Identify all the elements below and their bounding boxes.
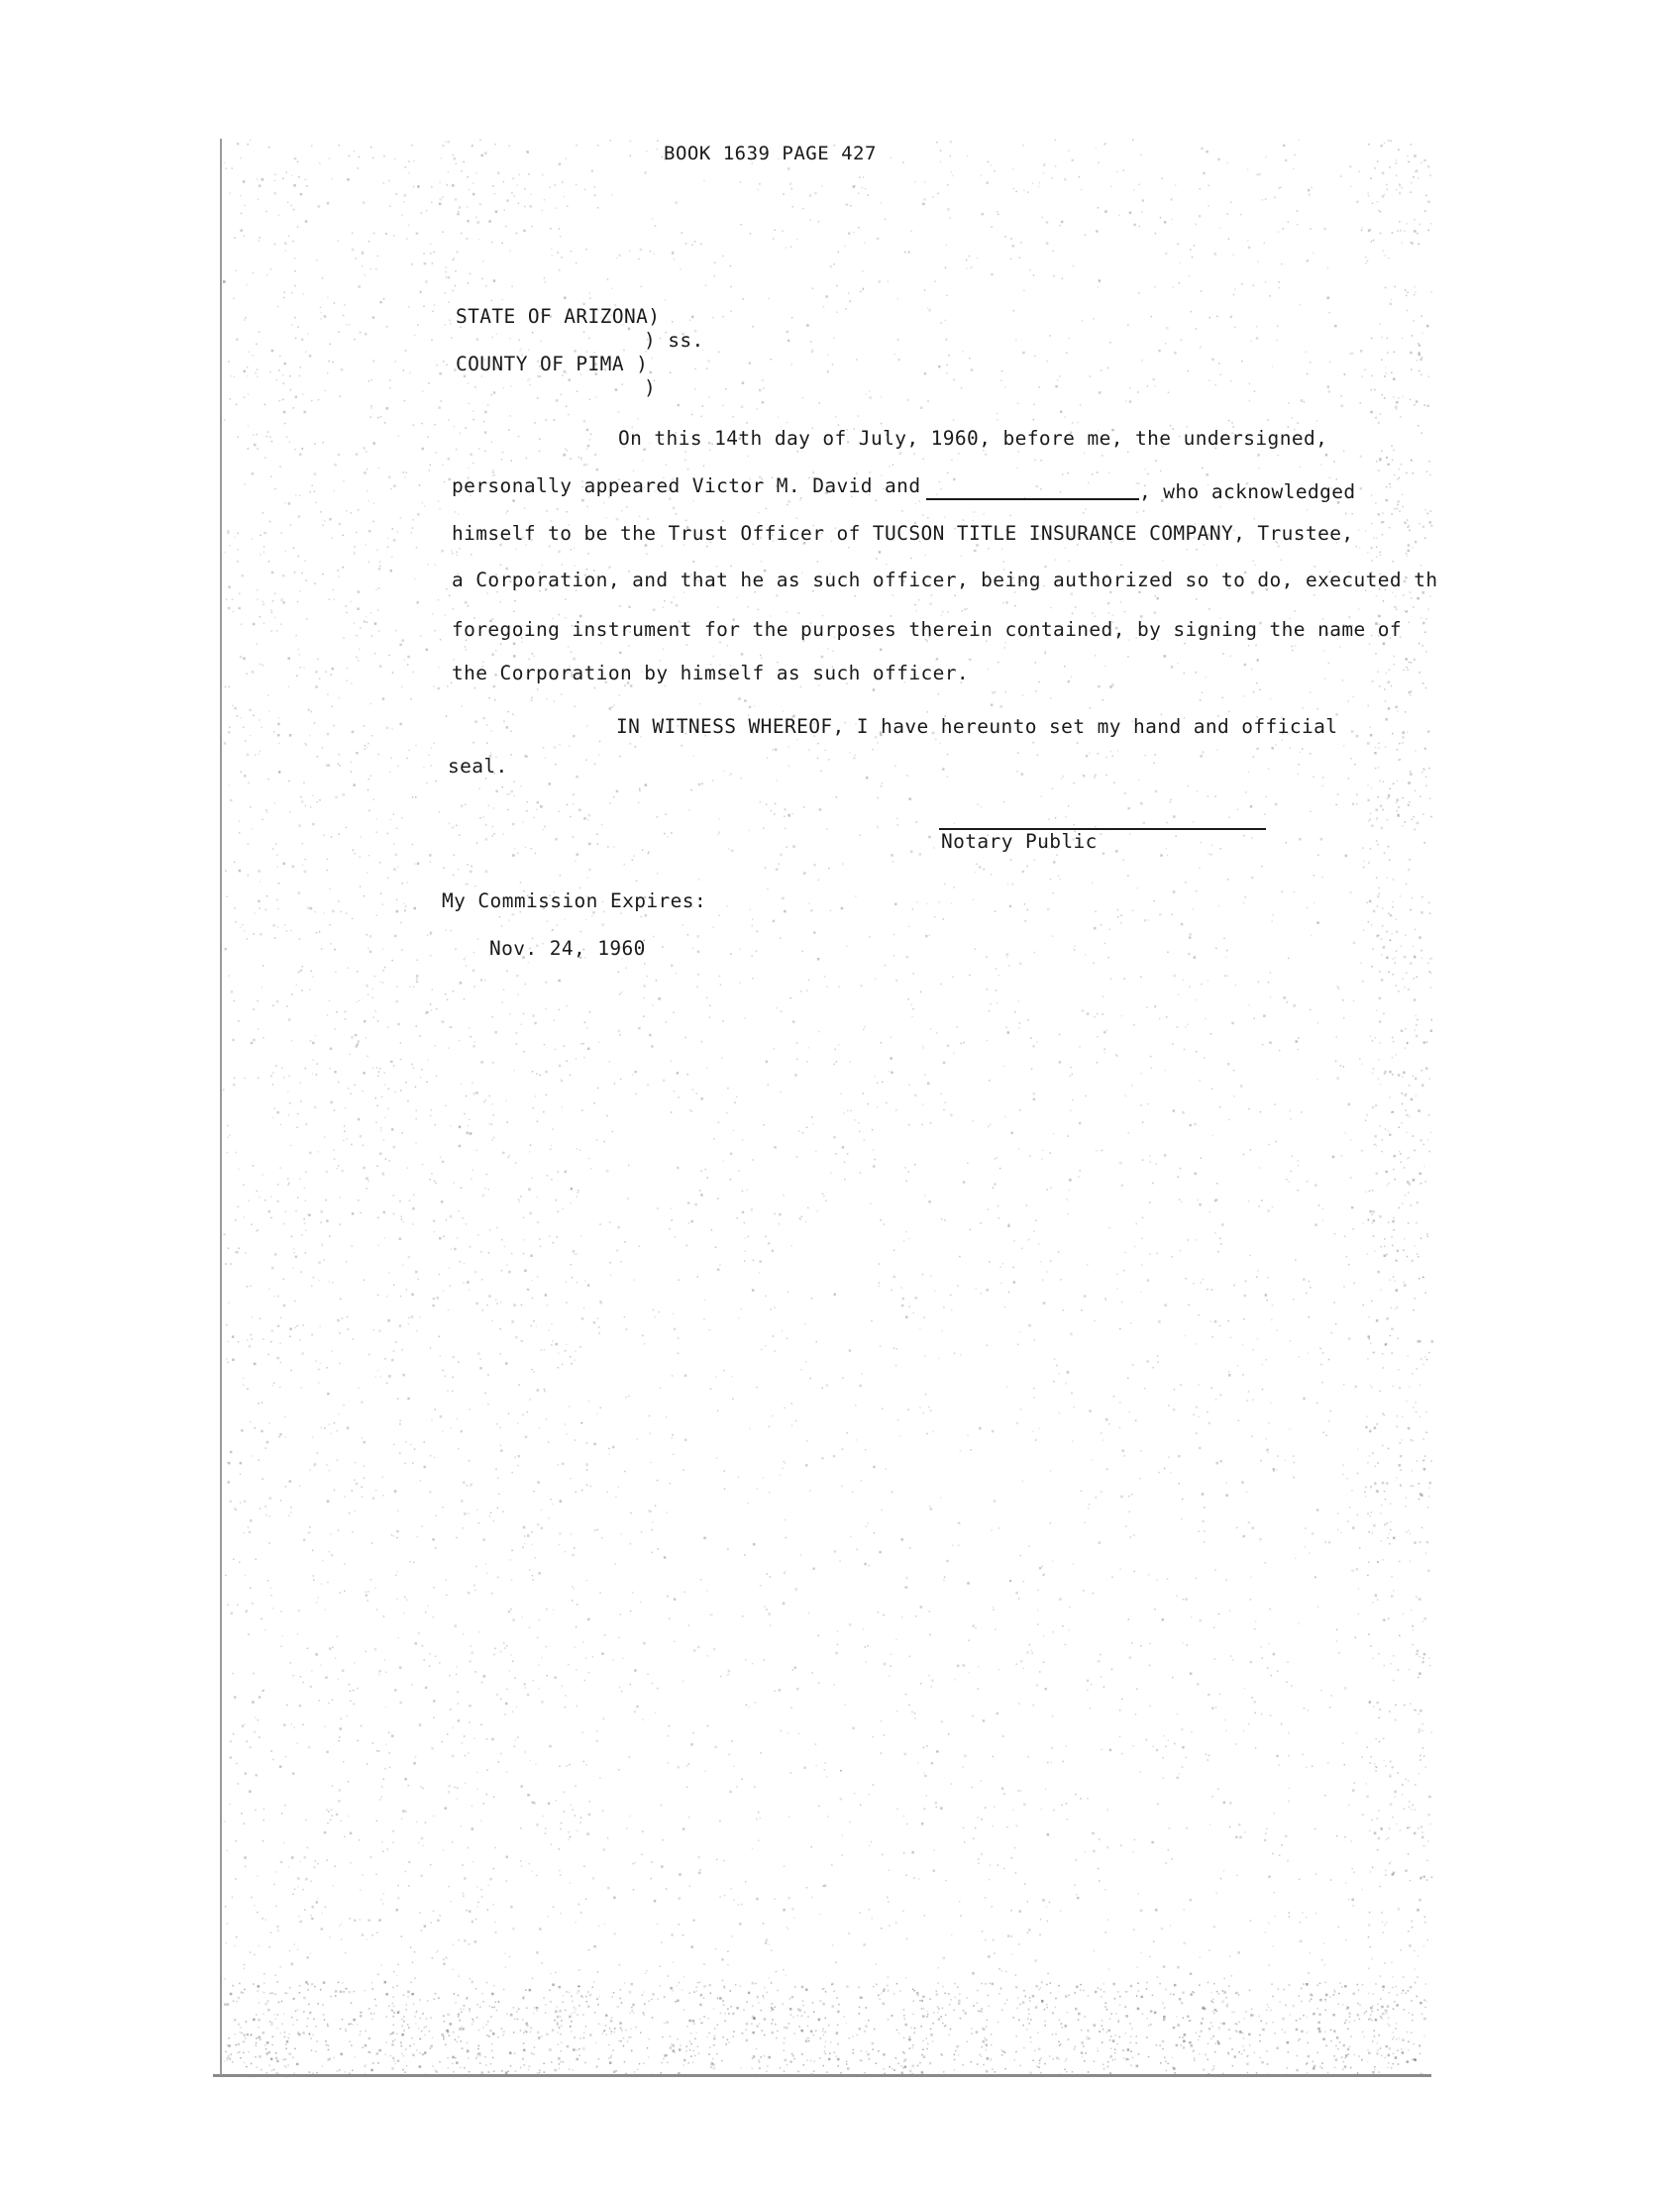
- acknowledgment-line-2-start: personally appeared Victor M. David and: [452, 474, 921, 497]
- venue-county: COUNTY OF PIMA ): [456, 353, 649, 375]
- page-left-edge: [220, 139, 222, 2075]
- blank-name-line: [926, 498, 1139, 500]
- witness-line-1: IN WITNESS WHEREOF, I have hereunto set my hand and official: [616, 715, 1338, 738]
- venue-close-paren: ): [644, 376, 657, 399]
- commission-label: My Commission Expires:: [442, 889, 707, 912]
- acknowledgment-line-2-end: , who acknowledged: [1139, 480, 1356, 503]
- witness-line-2: seal.: [448, 755, 508, 778]
- acknowledgment-line-5: foregoing instrument for the purposes therein contained, by signing the name of: [452, 618, 1403, 641]
- venue-ss: ) ss.: [644, 329, 704, 352]
- acknowledgment-line-4: a Corporation, and that he as such officer, being authorized so to do, executed th: [452, 569, 1438, 591]
- venue-state: STATE OF ARIZONA): [456, 305, 661, 328]
- commission-date: Nov. 24, 1960: [489, 937, 646, 960]
- book-page-header: BOOK 1639 PAGE 427: [664, 143, 877, 164]
- notary-public-title: Notary Public: [941, 830, 1098, 853]
- acknowledgment-line-1: On this 14th day of July, 1960, before me, the undersigned,: [618, 427, 1328, 450]
- acknowledgment-line-6: the Corporation by himself as such officer.: [452, 662, 970, 684]
- page-bottom-edge: [213, 2074, 1431, 2077]
- acknowledgment-line-3: himself to be the Trust Officer of TUCSON TITLE INSURANCE COMPANY, Trustee,: [452, 522, 1354, 545]
